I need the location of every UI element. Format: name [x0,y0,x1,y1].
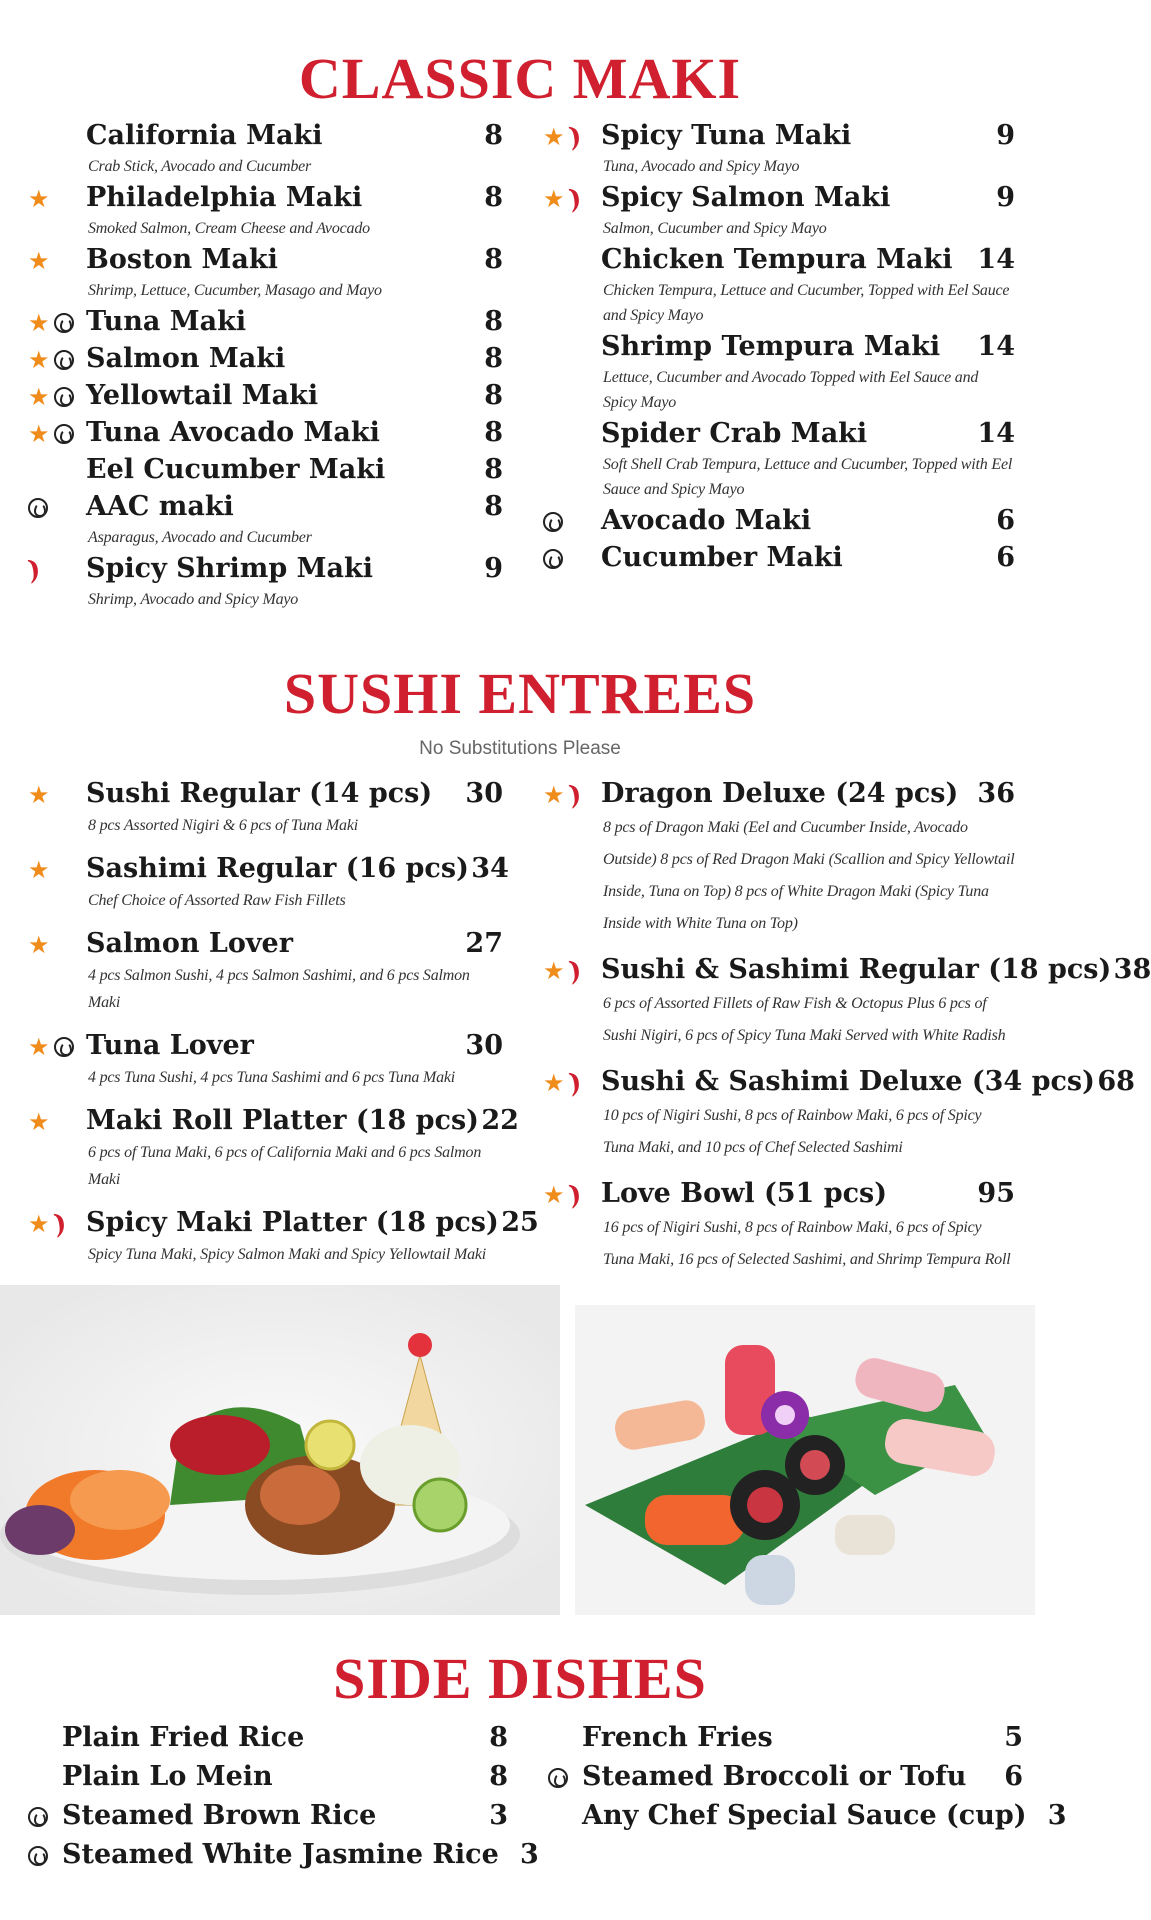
menu-item-price: 8 [484,343,503,374]
menu-item-description: 4 pcs Salmon Sushi, 4 pcs Salmon Sashimi, and 6 pcs Salmon Maki [88,967,470,1011]
menu-item-icons [543,120,586,154]
menu-item-name: Philadelphia Maki [86,182,363,213]
menu-item [543,778,1015,940]
menu-item-name: Avocado Maki [601,505,812,536]
menu-item-price: 6 [996,505,1015,536]
menu-item-price: 27 [465,928,503,959]
menu-item-icons [28,491,48,525]
menu-item-price: 8 [484,244,503,275]
star-icon: ★ [28,247,50,275]
menu-item-description: Asparagus, Avocado and Cucumber [88,529,312,546]
menu-item [28,380,503,414]
classic-maki-right-column [543,120,1015,579]
classic-maki-title: CLASSIC MAKI [298,46,742,111]
leaf-badge-icon [548,1768,568,1788]
leaf-badge-icon [54,424,74,444]
menu-item-description: Shrimp, Lettuce, Cucumber, Masago and Mayo [88,282,382,299]
menu-item [28,306,503,340]
menu-item-price: 8 [489,1761,508,1792]
menu-item-name: Chicken Tempura Maki [601,244,953,275]
menu-item-description: Smoked Salmon, Cream Cheese and Avocado [88,220,370,237]
side-dishes-left-column [28,1722,539,1878]
menu-item [543,182,1015,241]
menu-item [548,1722,1023,1756]
menu-item-name: Spicy Salmon Maki [601,182,891,213]
leaf-badge-icon [54,1037,74,1057]
leaf-badge-icon [28,1807,48,1827]
menu-item-name: Spider Crab Maki [601,418,868,449]
menu-item-icons [28,380,74,414]
menu-item-description: 16 pcs of Nigiri Sushi, 8 pcs of Rainbow Maki, 6 pcs of Spicy Tuna Maki, 16 pcs of Selected Sashimi, and Shrimp Tempura Roll [603,1219,1011,1268]
menu-item-price: 8 [484,306,503,337]
menu-item-name: French Fries [582,1722,773,1753]
menu-item [28,454,503,488]
menu-item [543,244,1015,328]
menu-item-name: Boston Maki [86,244,278,275]
menu-item [543,1066,1135,1164]
sushi-entrees-left-column [28,778,539,1282]
no-substitutions-note: No Substitutions Please [419,738,621,759]
menu-item-price: 8 [484,120,503,151]
menu-item-name: Tuna Lover [86,1030,254,1061]
star-icon: ★ [543,1069,565,1097]
chili-pepper-icon: ) [563,1066,586,1100]
menu-item-description: 8 pcs of Dragon Maki (Eel and Cucumber Inside, Avocado Outside) 8 pcs of Red Dragon Maki (Scallion and Spicy Yellowtail Inside, Tuna on Top) 8 pcs of White Dragon Maki (Spicy Tuna Inside with White Tuna on Top) [603,819,1015,932]
chili-pepper-icon: ) [563,778,586,812]
menu-item-icons [28,1207,71,1241]
menu-item-price: 38 [1113,954,1151,985]
menu-item-price: 30 [465,778,503,809]
menu-item-description: 8 pcs Assorted Nigiri & 6 pcs of Tuna Maki [88,817,358,834]
menu-item-price: 8 [484,417,503,448]
menu-item [28,928,503,1016]
menu-item [543,418,1015,502]
menu-item-price: 30 [465,1030,503,1061]
menu-item-name: Eel Cucumber Maki [86,454,386,485]
star-icon: ★ [543,123,565,151]
menu-item-name: Plain Lo Mein [62,1761,273,1792]
star-icon: ★ [543,957,565,985]
menu-item-name: Salmon Maki [86,343,286,374]
menu-item [548,1800,1067,1834]
side-dishes-title: SIDE DISHES [333,1646,707,1711]
sushi-entrees-right-column [543,778,1151,1290]
side-dishes-right-column [548,1722,1067,1839]
menu-item [28,853,509,914]
menu-item-price: 6 [996,542,1015,573]
menu-item [28,1207,539,1268]
menu-item-name: Love Bowl (51 pcs) [601,1178,888,1209]
menu-item [28,244,503,303]
menu-item-icons [543,542,563,576]
menu-item [543,954,1151,1052]
menu-item [543,542,1015,576]
menu-item-price: 9 [996,182,1015,213]
menu-item-name: Salmon Lover [86,928,293,959]
menu-item-description: Chef Choice of Assorted Raw Fish Fillets [88,892,346,909]
menu-item-price: 95 [977,1178,1015,1209]
menu-item-description: Crab Stick, Avocado and Cucumber [88,158,312,175]
star-icon: ★ [28,931,50,959]
chili-pepper-icon: ) [563,182,586,216]
menu-item-name: AAC maki [86,491,234,522]
menu-item-name: California Maki [86,120,323,151]
menu-item [28,1839,539,1873]
menu-item [543,331,1015,415]
menu-item-icons [28,1800,48,1834]
menu-item-icons [548,1761,568,1795]
menu-item-price: 5 [1004,1722,1023,1753]
menu-item-price: 14 [977,331,1015,362]
menu-item-price: 8 [484,454,503,485]
menu-item-description: 4 pcs Tuna Sushi, 4 pcs Tuna Sashimi and 6 pcs Tuna Maki [88,1069,456,1086]
menu-item-price: 3 [489,1800,508,1831]
menu-item-name: Shrimp Tempura Maki [601,331,941,362]
menu-item-name: Sashimi Regular (16 pcs) [86,853,469,884]
chili-pepper-icon: ) [563,1178,586,1212]
menu-item-icons [543,1178,586,1212]
menu-item-name: Dragon Deluxe (24 pcs) [601,778,959,809]
star-icon: ★ [28,856,50,884]
star-icon: ★ [28,1210,50,1238]
menu-item-price: 25 [501,1207,539,1238]
menu-item-price: 68 [1097,1066,1135,1097]
menu-item-price: 22 [481,1105,519,1136]
leaf-badge-icon [54,350,74,370]
menu-item [548,1761,1023,1795]
menu-item-icons [23,553,46,587]
menu-item-name: Tuna Maki [86,306,247,337]
menu-item-icons [28,182,50,216]
menu-item-icons [543,954,586,988]
star-icon: ★ [28,420,50,448]
menu-item-price: 8 [484,491,503,522]
sashimi-platter-photo [0,1285,560,1615]
menu-item [543,1178,1015,1276]
menu-item [28,120,503,179]
menu-item-icons [28,244,50,278]
star-icon: ★ [28,781,50,809]
star-icon: ★ [28,383,50,411]
menu-item-name: Sushi & Sashimi Regular (18 pcs) [601,954,1112,985]
chili-pepper-icon: ) [23,553,46,587]
menu-item-name: Any Chef Special Sauce (cup) [582,1800,1027,1831]
menu-item-price: 9 [996,120,1015,151]
menu-item [28,1105,519,1193]
menu-item-icons [28,778,50,812]
leaf-badge-icon [543,512,563,532]
menu-item [23,553,503,612]
menu-item-description: Soft Shell Crab Tempura, Lettuce and Cucumber, Topped with Eel Sauce and Spicy Mayo [603,456,1013,498]
leaf-badge-icon [54,313,74,333]
menu-item-description: Lettuce, Cucumber and Avocado Topped with Eel Sauce and Spicy Mayo [603,369,979,411]
menu-item-price: 9 [484,553,503,584]
menu-item [543,120,1015,179]
chili-pepper-icon: ) [563,120,586,154]
leaf-badge-icon [28,1846,48,1866]
menu-item [28,343,503,377]
menu-item-name: Tuna Avocado Maki [86,417,380,448]
star-icon: ★ [28,1108,50,1136]
menu-item-price: 3 [519,1839,539,1870]
menu-item [28,491,503,550]
star-icon: ★ [28,346,50,374]
leaf-badge-icon [28,498,48,518]
menu-item [28,417,503,451]
menu-item-icons [28,1105,50,1139]
chili-pepper-icon: ) [48,1207,71,1241]
star-icon: ★ [543,1181,565,1209]
menu-item-name: Steamed White Jasmine Rice [62,1839,499,1870]
menu-item-description: 10 pcs of Nigiri Sushi, 8 pcs of Rainbow Maki, 6 pcs of Spicy Tuna Maki, and 10 pcs of Chef Selected Sashimi [603,1107,982,1156]
menu-item-price: 8 [484,182,503,213]
sushi-assortment-photo [575,1305,1035,1615]
menu-item-price: 34 [471,853,509,884]
menu-item-price: 8 [489,1722,508,1753]
menu-item-description: 6 pcs of Assorted Fillets of Raw Fish & Octopus Plus 6 pcs of Sushi Nigiri, 6 pcs of Spicy Tuna Maki Served with White Radish [603,995,1006,1044]
menu-item-icons [28,306,74,340]
star-icon: ★ [543,185,565,213]
menu-item-icons [28,853,50,887]
menu-item-price: 14 [977,418,1015,449]
menu-item-icons [543,182,586,216]
menu-item-icons [543,505,563,539]
menu-item [28,1030,503,1091]
menu-item-icons [28,1030,74,1064]
menu-item-price: 6 [1004,1761,1023,1792]
menu-item-name: Steamed Brown Rice [62,1800,377,1831]
sushi-entrees-title: SUSHI ENTREES [283,661,757,726]
menu-item-name: Spicy Shrimp Maki [86,553,373,584]
classic-maki-left-column [23,120,503,615]
menu-item-icons [28,417,74,451]
menu-item [28,182,503,241]
menu-item-name: Spicy Maki Platter (18 pcs) [86,1207,499,1238]
menu-item [28,1800,508,1834]
menu-item-description: 6 pcs of Tuna Maki, 6 pcs of California Maki and 6 pcs Salmon Maki [88,1144,482,1188]
menu-item-icons [543,778,586,812]
star-icon: ★ [28,185,50,213]
star-icon: ★ [543,781,565,809]
menu-item-price: 3 [1047,1800,1067,1831]
menu-item-price: 14 [977,244,1015,275]
menu-item [28,778,503,839]
leaf-badge-icon [54,387,74,407]
menu-item-icons [28,343,74,377]
menu-item-description: Salmon, Cucumber and Spicy Mayo [603,220,827,237]
star-icon: ★ [28,1033,50,1061]
menu-item [543,505,1015,539]
menu-item-description: Shrimp, Avocado and Spicy Mayo [88,591,299,608]
menu-item-name: Spicy Tuna Maki [601,120,852,151]
menu-item [28,1722,508,1756]
menu-item-name: Sushi & Sashimi Deluxe (34 pcs) [601,1066,1095,1097]
menu-item-icons [28,1839,48,1873]
menu-item-description: Spicy Tuna Maki, Spicy Salmon Maki and Spicy Yellowtail Maki [88,1246,487,1263]
menu-item-name: Steamed Broccoli or Tofu [582,1761,967,1792]
leaf-badge-icon [543,549,563,569]
menu-item-price: 36 [977,778,1015,809]
star-icon: ★ [28,309,50,337]
menu-item-price: 8 [484,380,503,411]
chili-pepper-icon: ) [563,954,586,988]
menu-item-icons [28,928,50,962]
menu-item [28,1761,508,1795]
menu-item-name: Cucumber Maki [601,542,843,573]
menu-item-name: Maki Roll Platter (18 pcs) [86,1105,479,1136]
menu-item-name: Plain Fried Rice [62,1722,305,1753]
menu-item-name: Yellowtail Maki [86,380,319,411]
menu-item-description: Tuna, Avocado and Spicy Mayo [603,158,800,175]
menu-item-name: Sushi Regular (14 pcs) [86,778,433,809]
menu-item-icons [543,1066,586,1100]
menu-item-description: Chicken Tempura, Lettuce and Cucumber, Topped with Eel Sauce and Spicy Mayo [603,282,1010,324]
